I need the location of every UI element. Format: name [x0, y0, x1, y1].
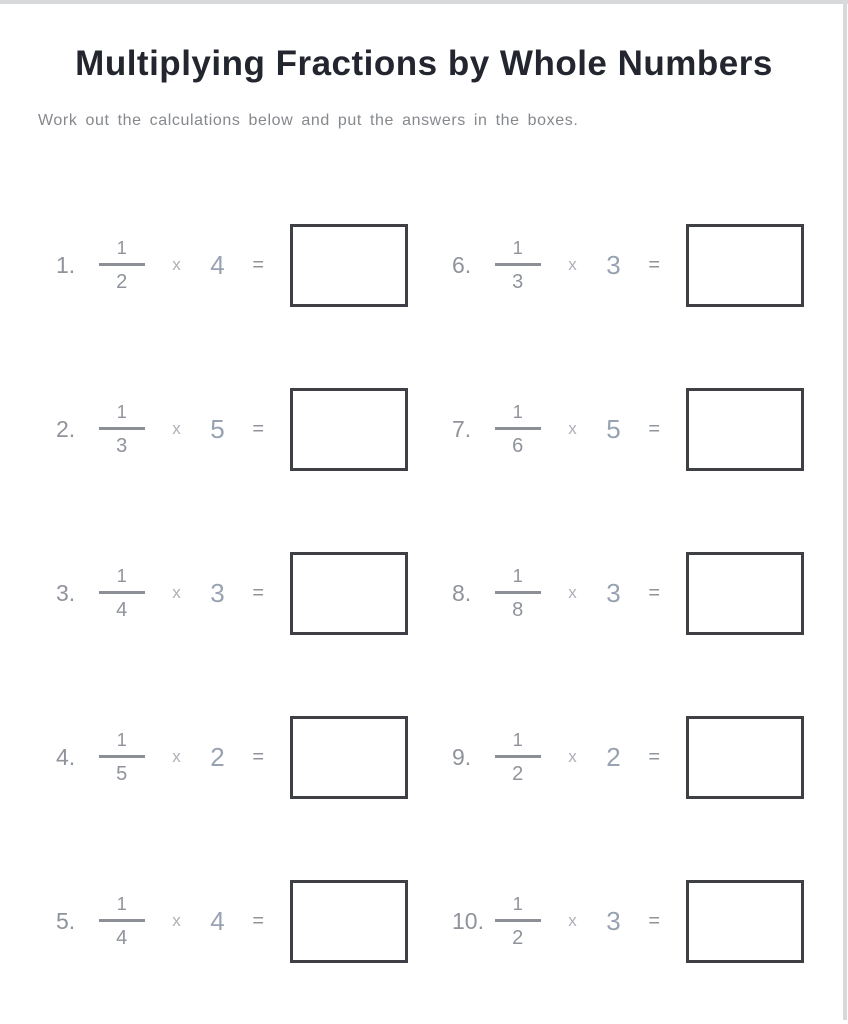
fraction-denominator: 3 [116, 434, 128, 457]
fraction [97, 239, 146, 292]
equals-sign: = [252, 253, 264, 276]
answer-box[interactable] [290, 224, 408, 307]
problem [452, 183, 804, 347]
whole-number: 2 [210, 741, 225, 772]
problem-number: 4. [56, 743, 76, 770]
multiply-operator: x [172, 255, 181, 274]
problem-number: 10. [452, 907, 484, 934]
multiply-operator: x [172, 911, 181, 930]
fraction-denominator: 2 [116, 270, 128, 293]
equals-sign: = [252, 417, 264, 440]
fraction-denominator: 6 [512, 434, 524, 457]
fraction-numerator: 1 [116, 893, 127, 914]
fraction-numerator: 1 [116, 237, 127, 258]
page-top-edge [0, 0, 848, 4]
fraction-denominator: 5 [116, 762, 128, 785]
fraction-numerator: 1 [512, 237, 523, 258]
page-right-edge [843, 0, 847, 1020]
problem [56, 511, 408, 675]
whole-number: 3 [606, 905, 621, 936]
equals-sign: = [648, 253, 660, 276]
fraction-numerator: 1 [116, 565, 127, 586]
answer-box[interactable] [686, 388, 804, 471]
fraction-denominator: 4 [116, 926, 128, 949]
problem [56, 183, 408, 347]
fraction-denominator: 3 [512, 270, 524, 293]
fraction-denominator: 4 [116, 598, 128, 621]
multiply-operator: x [172, 747, 181, 766]
problem-number: 7. [452, 415, 472, 442]
problem-number: 3. [56, 579, 76, 606]
multiply-operator: x [568, 911, 577, 930]
answer-box[interactable] [290, 880, 408, 963]
problem [452, 675, 804, 839]
fraction-numerator: 1 [116, 729, 127, 750]
answer-box[interactable] [290, 716, 408, 799]
fraction-numerator: 1 [512, 401, 523, 422]
page-title: Multiplying Fractions by Whole Numbers [75, 44, 773, 83]
fraction [493, 895, 542, 948]
multiply-operator: x [568, 747, 577, 766]
problem-number: 5. [56, 907, 76, 934]
fraction [493, 239, 542, 292]
problem-number: 6. [452, 251, 472, 278]
instruction-text: Work out the calculations below and put the answers in the boxes. [38, 112, 579, 129]
multiply-operator: x [568, 419, 577, 438]
equals-sign: = [648, 745, 660, 768]
answer-box[interactable] [686, 552, 804, 635]
fraction [493, 403, 542, 456]
whole-number: 3 [606, 249, 621, 280]
problems-grid [56, 183, 804, 1003]
whole-number: 3 [606, 577, 621, 608]
fraction [97, 403, 146, 456]
whole-number: 4 [210, 249, 225, 280]
problem-number: 8. [452, 579, 472, 606]
equals-sign: = [648, 417, 660, 440]
whole-number: 5 [606, 413, 621, 444]
whole-number: 4 [210, 905, 225, 936]
multiply-operator: x [568, 255, 577, 274]
problem [452, 347, 804, 511]
fraction [97, 895, 146, 948]
problem-number: 1. [56, 251, 76, 278]
fraction-numerator: 1 [512, 893, 523, 914]
equals-sign: = [252, 581, 264, 604]
fraction-denominator: 2 [512, 762, 524, 785]
fraction [493, 731, 542, 784]
fraction [97, 567, 146, 620]
equals-sign: = [648, 909, 660, 932]
problem [56, 839, 408, 1003]
problem [56, 347, 408, 511]
whole-number: 2 [606, 741, 621, 772]
problem-number: 2. [56, 415, 76, 442]
problem [452, 839, 804, 1003]
fraction-denominator: 8 [512, 598, 524, 621]
whole-number: 5 [210, 413, 225, 444]
multiply-operator: x [172, 583, 181, 602]
answer-box[interactable] [686, 880, 804, 963]
problem [452, 511, 804, 675]
whole-number: 3 [210, 577, 225, 608]
multiply-operator: x [568, 583, 577, 602]
answer-box[interactable] [686, 716, 804, 799]
equals-sign: = [648, 581, 660, 604]
problem-number: 9. [452, 743, 472, 770]
fraction [97, 731, 146, 784]
equals-sign: = [252, 909, 264, 932]
multiply-operator: x [172, 419, 181, 438]
fraction-numerator: 1 [512, 565, 523, 586]
problem [56, 675, 408, 839]
equals-sign: = [252, 745, 264, 768]
fraction-numerator: 1 [512, 729, 523, 750]
fraction-denominator: 2 [512, 926, 524, 949]
answer-box[interactable] [290, 388, 408, 471]
fraction [493, 567, 542, 620]
fraction-numerator: 1 [116, 401, 127, 422]
answer-box[interactable] [686, 224, 804, 307]
answer-box[interactable] [290, 552, 408, 635]
